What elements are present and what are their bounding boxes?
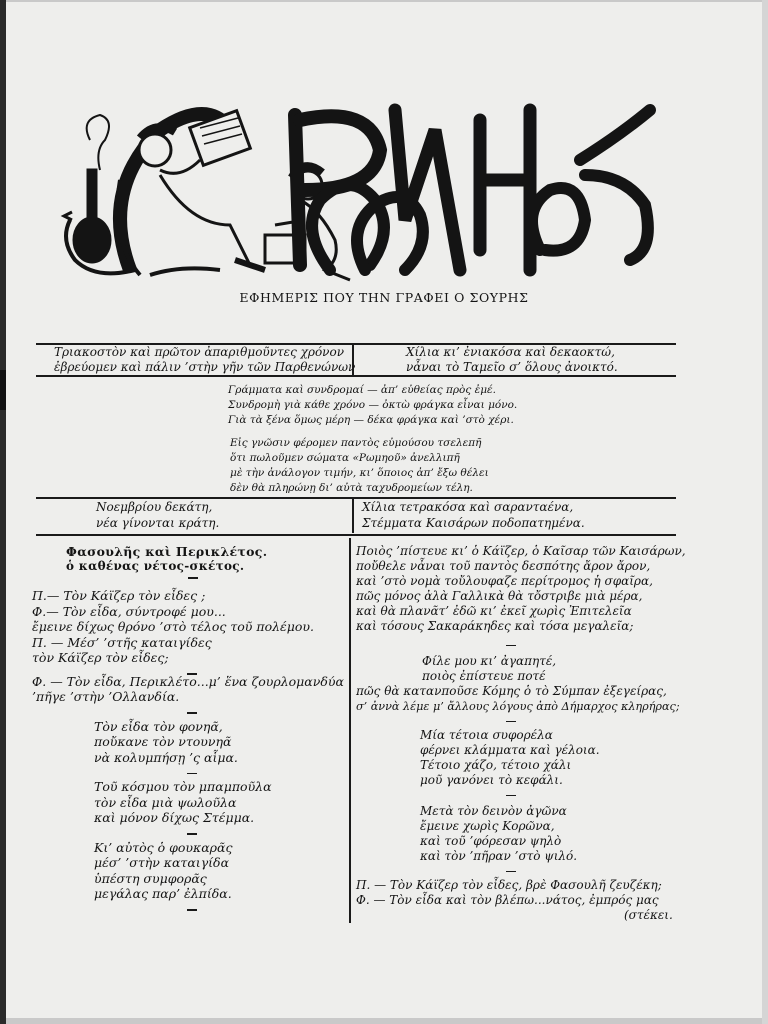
subscription-line1: Γράμματα καὶ συνδρομαί — ἀπ’ εὐθείας πρὸς ἐμέ. bbox=[228, 384, 497, 396]
subscription-line3: Γιὰ τὰ ξένα ὅμως μέρη — δέκα φράγκα καὶ ’στὸ χέρι. bbox=[228, 414, 514, 426]
separator-dash bbox=[187, 773, 197, 775]
dateline-bottom-rule bbox=[36, 534, 676, 536]
right-line: φέρνει κλάμματα καὶ γέλοια. bbox=[420, 743, 600, 757]
left-line: Τοῦ κόσμου τὸν μπαμποῦλα bbox=[94, 779, 272, 794]
right-line: Φίλε μου κι’ ἀγαπητέ, bbox=[422, 654, 557, 668]
left-line: Φ.— Τὸν εἶδα, σύντροφέ μου... bbox=[32, 603, 226, 619]
dateline-left-line1: Νοεμβρίου δεκάτη, bbox=[96, 500, 213, 514]
right-line: καὶ τοῦ ’φόρεσαν ψηλὸ bbox=[420, 834, 562, 848]
left-line: νὰ κολυμπήσῃ ’ς αἷμα. bbox=[94, 749, 238, 765]
right-line: ἔμεινε χωρὶς Κορῶνα, bbox=[420, 819, 555, 833]
right-line: καὶ τόσους Σακαράκηδες καὶ τόσα μεγαλεῖα; bbox=[356, 619, 634, 633]
spacer bbox=[356, 634, 676, 654]
left-line: ’πῆγε ’στὴν ’Ολλανδία. bbox=[32, 689, 180, 704]
header-right-line1: Χίλια κι’ ἐνιακόσα καὶ δεκαοκτώ, bbox=[406, 345, 615, 359]
separator-dash bbox=[187, 909, 197, 911]
spacer bbox=[32, 705, 348, 719]
masthead-subtitle: ΕΦΗΜΕΡΙΣ ΠΟΥ ΤΗΝ ΓΡΑΦΕΙ Ο ΣΟΥΡΗΣ bbox=[239, 290, 529, 305]
right-line: Μία τέτοια συφορέλα bbox=[420, 728, 553, 742]
masthead bbox=[60, 100, 660, 290]
right-line: ποιὸς ἐπίστευε ποτέ bbox=[422, 669, 546, 683]
notice-line2: ὅτι πωλοῦμεν σώματα «Ρωμηοῦ» ἀνελλιπῆ bbox=[230, 452, 460, 464]
left-line: καὶ μόνον δίχως Στέμμα. bbox=[94, 810, 255, 825]
right-line: Τέτοιο χάζο, τέτοιο χάλι bbox=[420, 758, 572, 772]
scan-right-edge bbox=[762, 0, 768, 1024]
right-line: Φ. — Τὸν εἶδα καὶ τὸν βλέπω...νάτος, ἐμπρός μας bbox=[356, 893, 659, 907]
left-line: ὑπέστη συμφορᾶς bbox=[94, 870, 207, 886]
header-left-line1: Τριακοστὸν καὶ πρῶτον ἀπαριθμοῦντες χρόνον bbox=[54, 345, 344, 359]
spacer bbox=[32, 765, 348, 779]
right-line: Ποιὸς ’πίστευε κι’ ὁ Κάϊζερ, ὁ Καῖσαρ τῶν Καισάρων, bbox=[356, 544, 686, 558]
right-line: πῶς μόνος ἀλὰ Γαλλικὰ θὰ τὄστριβε μιὰ μέρα, bbox=[356, 589, 643, 603]
spacer bbox=[32, 902, 348, 912]
right-line: Μετὰ τὸν δεινὸν ἀγῶνα bbox=[420, 804, 567, 818]
left-line: Π. — Μέσ’ ’στῆς καταιγίδες bbox=[32, 634, 212, 650]
notice-line4: δὲν θὰ πληρώνῃ δι’ αὐτὰ ταχυδρομείων τέλη. bbox=[230, 482, 473, 494]
spacer bbox=[356, 864, 676, 878]
right-line: σ’ ἀννὰ λέμε μ’ ἄλλους λόγους ἀπὸ Δήμαρχος κληρήρας; bbox=[356, 700, 680, 713]
right-line: καὶ θὰ πλανᾶτ’ ἐδῶ κι’ ἐκεῖ χωρὶς Ἐπιτελεῖα bbox=[356, 604, 632, 618]
dialogue-heading: Φασουλῆς καὶ Περικλέτος. bbox=[66, 544, 268, 559]
left-line: ποὔκανε τὸν ντουνηᾶ bbox=[94, 734, 232, 749]
left-line: Τὸν εἶδα τὸν φονηᾶ, bbox=[94, 718, 223, 734]
right-column bbox=[356, 544, 686, 923]
right-line: ποὔθελε νἆναι τοῦ παντὸς δεσπότης ἄρον ἄρον, bbox=[356, 559, 651, 573]
column-divider bbox=[349, 538, 351, 923]
left-line: μέσ’ ’στὴν καταιγίδα bbox=[94, 855, 230, 870]
title-lettering bbox=[295, 110, 650, 270]
separator-dash bbox=[506, 645, 516, 647]
dateline-left-line2: νέα γίνονται κράτη. bbox=[96, 516, 220, 530]
dialogue-subheading: ὁ καθένας νέτος-σκέτος. bbox=[66, 559, 245, 573]
left-line: Π.— Τὸν Κάϊζερ τὸν εἶδες ; bbox=[32, 588, 206, 603]
left-line: τὸν Κάϊζερ τὸν εἶδες; bbox=[32, 650, 169, 665]
separator-dash bbox=[187, 712, 197, 714]
spacer bbox=[32, 826, 348, 840]
left-line: ἔμεινε δίχως θρόνο ’στὸ τέλος τοῦ πολέμου. bbox=[32, 619, 314, 634]
left-line: τὸν εἶδα μιὰ ψωλοῦλα bbox=[94, 794, 237, 810]
separator-dash bbox=[506, 795, 516, 797]
separator-dash bbox=[506, 871, 516, 873]
masthead-illustration bbox=[60, 100, 660, 290]
spacer bbox=[356, 714, 676, 728]
separator-dash bbox=[506, 721, 516, 723]
reader-figure bbox=[118, 111, 266, 275]
subscription-line2: Συνδρομὴ γιὰ κάθε χρόνο — ὀκτὼ φράγκα εἶναι μόνο. bbox=[228, 399, 518, 411]
left-column bbox=[32, 588, 348, 912]
left-line: Κι’ αὐτὸς ὁ φουκαρᾶς bbox=[94, 839, 233, 855]
separator-dash bbox=[188, 577, 198, 579]
notice-line3: μὲ τὴν ἀνάλογον τιμήν, κι’ ὅποιος ἀπ’ ἔξω θέλει bbox=[230, 467, 489, 479]
dateline-right-line1: Χίλια τετρακόσα καὶ σαρανταένα, bbox=[362, 500, 574, 514]
right-line: καὶ τὸν ’πῆραν ’στὸ ψιλό. bbox=[420, 849, 578, 863]
header-bottom-rule bbox=[36, 375, 676, 377]
dateline-divider bbox=[352, 499, 354, 533]
spacer bbox=[356, 788, 676, 804]
header-left-line2: ἐβρεύομεν καὶ πάλιν ’στὴν γῆν τῶν Παρθενώνων bbox=[54, 360, 356, 374]
right-line: πῶς θὰ κατανποῦσε Κόμης ὁ τὸ Σύμπαν ἐξεγείρας, bbox=[356, 684, 667, 698]
header-right-line2: νἆναι τὸ Ταμεῖο σ’ ὅλους ἀνοικτό. bbox=[406, 360, 618, 374]
left-line: μεγάλας παρ’ ἐλπίδα. bbox=[94, 886, 232, 901]
right-line: Π. — Τὸν Κάϊζερ τὸν εἶδες, βρὲ Φασουλῆ ζευζέκη; bbox=[356, 878, 662, 892]
right-line: καὶ ’στὸ νομὰ τοὔλουφαζε περίτρομος ἡ σφαῖρα, bbox=[356, 574, 653, 588]
dateline-top-rule bbox=[36, 497, 676, 499]
separator-dash bbox=[187, 833, 197, 835]
right-line: μοῦ γανόνει τὸ κεφάλι. bbox=[420, 773, 563, 787]
spacer bbox=[32, 666, 348, 674]
dateline-right-line2: Στέμματα Καισάρων ποδοπατημένα. bbox=[362, 516, 585, 530]
notice-line1: Εἰς γνῶσιν φέρομεν παντὸς εὐμούσου τσελεπῆ bbox=[230, 437, 482, 449]
left-line: Φ. — Τὸν εἶδα, Περικλέτο...μ’ ἕνα ζουρλομανδύα bbox=[32, 673, 344, 689]
right-line: (στέκει. bbox=[624, 908, 673, 922]
